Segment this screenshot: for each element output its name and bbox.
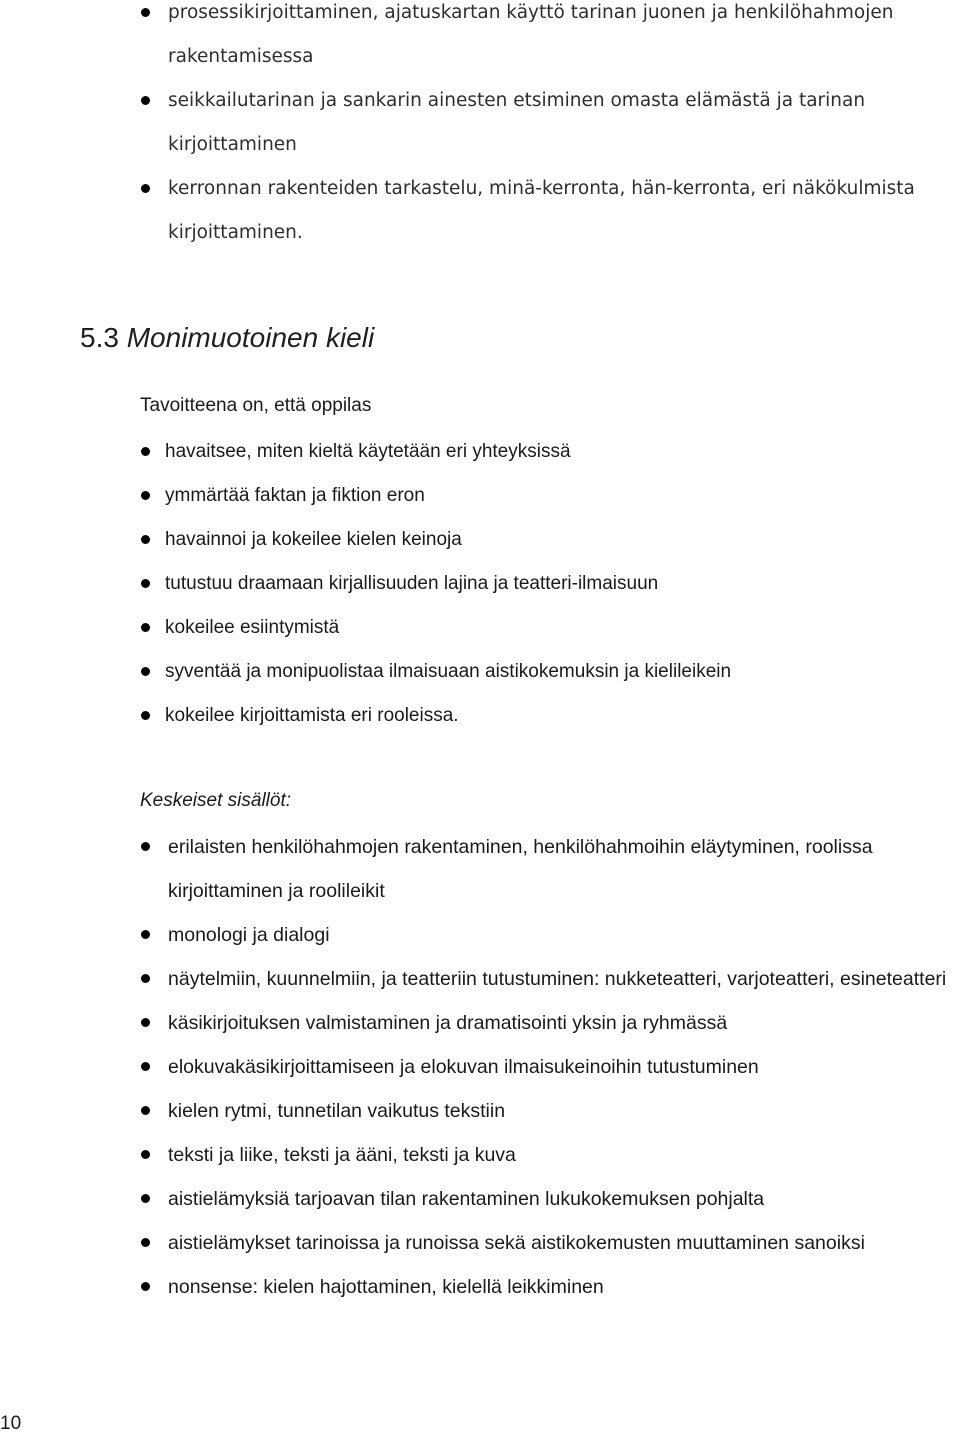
list-item — [0, 518, 731, 562]
list-item — [0, 79, 960, 167]
list-item-text: kielen rytmi, tunnetilan vaikutus tekstiin — [168, 1100, 506, 1122]
list-item — [0, 913, 960, 957]
bullet-icon — [141, 1150, 150, 1159]
bullet-icon — [141, 579, 150, 588]
bullet-icon — [141, 184, 150, 193]
bullet-icon — [141, 1018, 150, 1027]
list-item — [0, 1001, 960, 1045]
top-bullet-list — [0, 0, 960, 255]
bullet-icon — [141, 623, 150, 632]
list-item-text: erilaisten henkilöhahmojen rakentaminen, henkilöhahmoihin eläytyminen, roolissa kirjoittaminen ja roolileikit — [168, 836, 873, 902]
list-item-text: näytelmiin, kuunnelmiin, ja teatteriin tutustuminen: nukketeatteri, varjoteatteri, esineteatteri — [168, 968, 947, 990]
bullet-icon — [141, 8, 150, 17]
bullet-icon — [141, 667, 150, 676]
objectives-list — [0, 430, 731, 738]
bullet-icon — [141, 842, 150, 851]
list-item — [0, 1133, 960, 1177]
bullet-icon — [141, 1062, 150, 1071]
list-item — [0, 694, 731, 738]
section-number: 5.3 — [80, 322, 119, 353]
list-item-text: havainnoi ja kokeilee kielen keinoja — [165, 529, 462, 550]
list-item — [0, 0, 960, 79]
list-item — [0, 474, 731, 518]
list-item-text: käsikirjoituksen valmistaminen ja dramatisointi yksin ja ryhmässä — [168, 1012, 728, 1034]
list-item — [0, 825, 960, 913]
list-item — [0, 650, 731, 694]
list-item — [0, 1089, 960, 1133]
list-item — [0, 1221, 960, 1265]
list-item-text: elokuvakäsikirjoittamiseen ja elokuvan ilmaisukeinoihin tutustuminen — [168, 1056, 759, 1078]
bullet-icon — [141, 1194, 150, 1203]
bullet-icon — [141, 1282, 150, 1291]
list-item-text: monologi ja dialogi — [168, 924, 330, 946]
bullet-icon — [141, 930, 150, 939]
list-item — [0, 430, 731, 474]
list-item-text: kokeilee kirjoittamista eri rooleissa. — [165, 705, 459, 726]
page-number: 10 — [0, 1413, 22, 1434]
section-heading — [80, 322, 374, 354]
list-item-text: prosessikirjoittaminen, ajatuskartan käyttö tarinan juonen ja henkilöhahmojen rakentamisessa — [168, 2, 894, 67]
list-item — [0, 562, 731, 606]
list-item-text: nonsense: kielen hajottaminen, kielellä leikkiminen — [168, 1276, 604, 1298]
bullet-icon — [141, 1238, 150, 1247]
bullet-icon — [141, 491, 150, 500]
bullet-icon — [141, 974, 150, 983]
list-item-text: havaitsee, miten kieltä käytetään eri yhteyksissä — [165, 441, 571, 462]
list-item-text: aistielämyksiä tarjoavan tilan rakentaminen lukukokemuksen pohjalta — [168, 1188, 765, 1210]
bullet-icon — [141, 447, 150, 456]
bullet-icon — [141, 1106, 150, 1115]
bullet-icon — [141, 711, 150, 720]
list-item — [0, 957, 960, 1001]
contents-heading: Keskeiset sisällöt: — [140, 790, 292, 811]
list-item — [0, 1177, 960, 1221]
list-item-text: aistielämykset tarinoissa ja runoissa sekä aistikokemusten muuttaminen sanoiksi — [168, 1232, 865, 1254]
list-item — [0, 1045, 960, 1089]
list-item — [0, 1265, 960, 1309]
list-item — [0, 167, 960, 255]
objectives-intro: Tavoitteena on, että oppilas — [140, 395, 372, 416]
list-item-text: tutustuu draamaan kirjallisuuden lajina ja teatteri-ilmaisuun — [165, 573, 659, 594]
list-item-text: teksti ja liike, teksti ja ääni, teksti ja kuva — [168, 1144, 516, 1166]
list-item-text: syventää ja monipuolistaa ilmaisuaan aistikokemuksin ja kielileikein — [165, 661, 732, 682]
list-item-text: kokeilee esiintymistä — [165, 617, 340, 638]
list-item-text: kerronnan rakenteiden tarkastelu, minä-kerronta, hän-kerronta, eri näkökulmista kirjoittaminen. — [168, 178, 915, 243]
section-title: Monimuotoinen kieli — [126, 322, 375, 353]
list-item-text: seikkailutarinan ja sankarin ainesten etsiminen omasta elämästä ja tarinan kirjoittaminen — [168, 90, 866, 155]
list-item-text: ymmärtää faktan ja fiktion eron — [165, 485, 425, 506]
list-item — [0, 606, 731, 650]
contents-list — [0, 825, 960, 1309]
bullet-icon — [141, 96, 150, 105]
bullet-icon — [141, 535, 150, 544]
